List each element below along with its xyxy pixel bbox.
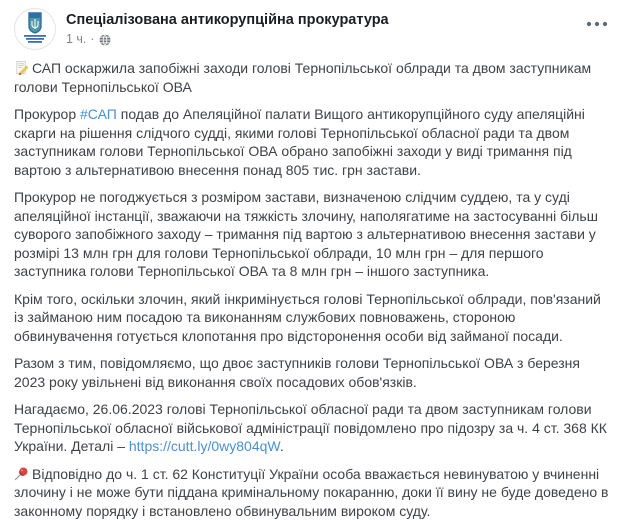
post-paragraph [14, 465, 612, 520]
post-text: Крім того, оскільки злочин, який інкримінується голові Тернопільської облради, пов'язаний із займаною ним посадою та виконанням службових повноважень, стороною обвинувачення готується клопотання про відсторонення особи від займаної посади. [14, 290, 605, 344]
more-options-button[interactable] [580, 16, 614, 32]
timestamp[interactable]: 1 ч. [66, 32, 87, 46]
globe-privacy-icon [99, 34, 111, 46]
post-paragraph [14, 354, 612, 391]
post-text: Прокурор не погоджується з розміром застави, визначеною слідчим суддею, та у суді апеляційної інстанції, зважаючи на тяжкість злочину, наполягатиме на застосуванні більш суворого запобіжного заходу – тримання під вартою з альтернативою внесення застави у розмірі 13 млн грн для голови Тернопільської облради, 10 млн грн – для першого заступника голови Тернопільської ОВА та 8 млн грн – іншого заступника. [14, 189, 602, 279]
post-text: подав до Апеляційної палати Вищого антикорупційного суду апеляційні скарги на рішення слідчого судді, якими голові Тернопільської обласної ради та двом заступникам голови Тернопільської ОВА обрано запобіжні заходи у виді тримання під вартою з альтернативою внесення понад 805 тис. грн застави. [14, 106, 589, 178]
post-body [0, 55, 628, 520]
pin-emoji [14, 466, 29, 481]
page-name[interactable]: Спеціалізована антикорупційна прокуратура [66, 12, 389, 28]
post-meta [66, 32, 580, 47]
post-text: Відповідно до ч. 1 ст. 62 Конституції України особа вважається невинуватою у вчиненні злочину і не може бути піддана кримінальному покаранню, доки її вину не буде доведено в законному порядку і встановлено обвинувальним вироком суду. [14, 465, 613, 519]
external-link[interactable]: https://cutt.ly/0wy804qW [128, 438, 280, 454]
post-paragraph [14, 400, 612, 456]
meta-separator: · [90, 32, 95, 46]
post-header [0, 0, 628, 55]
post-text: Прокурор [14, 106, 81, 122]
post-paragraph [14, 59, 612, 96]
avatar[interactable] [14, 8, 56, 50]
post-text: Разом з тим, повідомляємо, що двоє заступників голови Тернопільської ОВА з березня 2023 року увільнені від виконання своїх посадових обов'язків. [14, 355, 584, 390]
memo-emoji [14, 60, 29, 75]
post-text: САП оскаржила запобіжні заходи голові Тернопільської облради та двом заступникам голови Тернопільської ОВА [14, 60, 596, 95]
sap-emblem-logo [18, 10, 52, 49]
post-paragraph [14, 188, 612, 281]
three-dots-icon [586, 20, 608, 28]
header-text [66, 11, 580, 47]
post-paragraph [14, 105, 612, 179]
post-text: Нагадаємо, 26.06.2023 голові Тернопільської обласної ради та двом заступникам голови Тернопільської обласної військової адміністрації повідомлено про підозру за ч. 4 ст. 368 КК України. Деталі – [14, 401, 611, 454]
hashtag-link[interactable]: #САП [80, 106, 117, 122]
post-text: . [279, 438, 284, 454]
post-paragraph [14, 290, 612, 346]
